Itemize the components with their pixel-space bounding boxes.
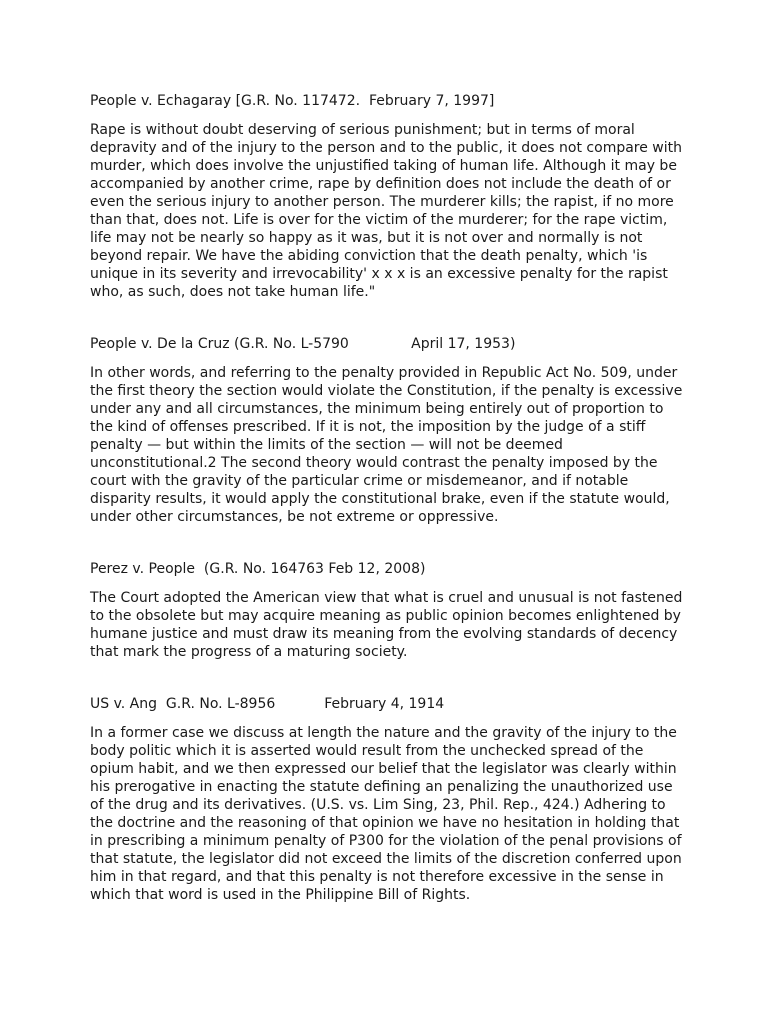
case-section-de-la-cruz xyxy=(90,335,690,526)
case-heading: Perez v. People (G.R. No. 164763 Feb 12, 2008) xyxy=(90,561,426,577)
case-heading: People v. Echagaray [G.R. No. 117472. February 7, 1997] xyxy=(90,93,495,109)
case-excerpt: In a former case we discuss at length the nature and the gravity of the injury to the body politic which it is asserted would result from the unchecked spread of the opium habit, and we then expressed our belief that the legislator was clearly within his prerogative in enacting the statute defining an penalizing the unauthorized use of the drug and its derivatives. (U.S. vs. Lim Sing, 23, Phil. Rep., 424.) Adhering to the doctrine and the reasoning of that opinion we have no hesitation in holding that in prescribing a minimum penalty of P300 for the violation of the penal provisions of that statute, the legislator did not exceed the limits of the discretion conferred upon him in that regard, and that this penalty is not therefore excessive in the sense in which that word is used in the Philippine Bill of Rights. xyxy=(90,725,682,903)
case-excerpt: In other words, and referring to the penalty provided in Republic Act No. 509, under the first theory the section would violate the Constitution, if the penalty is excessive under any and all circumstances, the minimum being entirely out of proportion to the kind of offenses prescribed. If it is not, the imposition by the judge of a stiff penalty — but within the limits of the section — will not be deemed unconstitutional.2 The second theory would contrast the penalty imposed by the court with the gravity of the particular crime or misdemeanor, and if notable disparity results, it would apply the constitutional brake, even if the statute would, under other circumstances, be not extreme or oppressive. xyxy=(90,365,683,525)
case-excerpt: Rape is without doubt deserving of serious punishment; but in terms of moral depravity and of the injury to the person and to the public, it does not compare with murder, which does involve the unjustified taking of human life. Although it may be accompanied by another crime, rape by definition does not include the death of or even the serious injury to another person. The murderer kills; the rapist, if no more than that, does not. Life is over for the victim of the murderer; for the rape victim, life may not be nearly so happy as it was, but it is not over and normally is not beyond repair. We have the abiding conviction that the death penalty, which 'is unique in its severity and irrevocability' x x x is an excessive penalty for the rapist who, as such, does not take human life." xyxy=(90,122,683,300)
case-section-echagaray xyxy=(90,92,690,301)
case-heading: US v. Ang G.R. No. L-8956 February 4, 1914 xyxy=(90,696,445,712)
case-section-perez xyxy=(90,560,690,661)
case-excerpt: The Court adopted the American view that what is cruel and unusual is not fastened to the obsolete but may acquire meaning as public opinion becomes enlightened by humane justice and must draw its meaning from the evolving standards of decency that mark the progress of a maturing society. xyxy=(90,590,683,660)
case-heading: People v. De la Cruz (G.R. No. L-5790 April 17, 1953) xyxy=(90,336,516,352)
case-section-us-v-ang xyxy=(90,695,690,904)
document-body xyxy=(90,92,690,904)
